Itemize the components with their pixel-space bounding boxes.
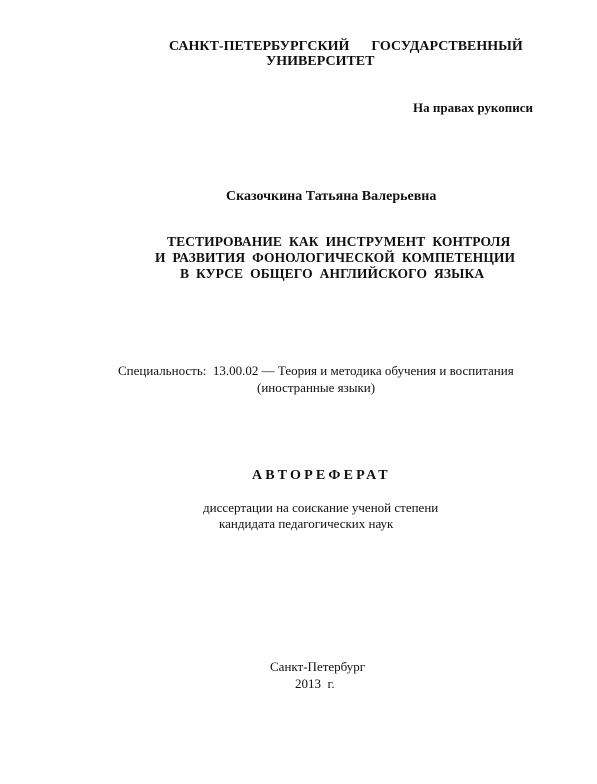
dissertation-title-line-2: И РАЗВИТИЯ ФОНОЛОГИЧЕСКОЙ КОМПЕТЕНЦИИ: [155, 250, 516, 265]
author-name: Сказочкина Татьяна Валерьевна: [226, 189, 437, 204]
university-name-part-2: ГОСУДАРСТВЕННЫЙ: [371, 39, 523, 54]
year: 2013 г.: [295, 676, 335, 691]
university-name-line-1: [169, 40, 523, 54]
specialty-line-2: (иностранные языки): [257, 380, 376, 395]
university-name-line-2: УНИВЕРСИТЕТ: [266, 54, 375, 69]
specialty-line-1: Специальность: 13.00.02 — Теория и методика обучения и воспитания: [118, 363, 514, 378]
university-name-part-1: САНКТ-ПЕТЕРБУРГСКИЙ: [169, 39, 350, 54]
degree-line-1: диссертации на соискание ученой степени: [203, 500, 439, 515]
city: Санкт-Петербург: [270, 659, 366, 674]
document-type-heading: АВТОРЕФЕРАТ: [252, 468, 391, 483]
dissertation-title-line-3: В КУРСЕ ОБЩЕГО АНГЛИЙСКОГО ЯЗЫКА: [180, 266, 485, 281]
dissertation-title-line-1: ТЕСТИРОВАНИЕ КАК ИНСТРУМЕНТ КОНТРОЛЯ: [167, 234, 511, 249]
degree-line-2: кандидата педагогических наук: [219, 516, 394, 531]
manuscript-rights-note: На правах рукописи: [413, 100, 533, 115]
